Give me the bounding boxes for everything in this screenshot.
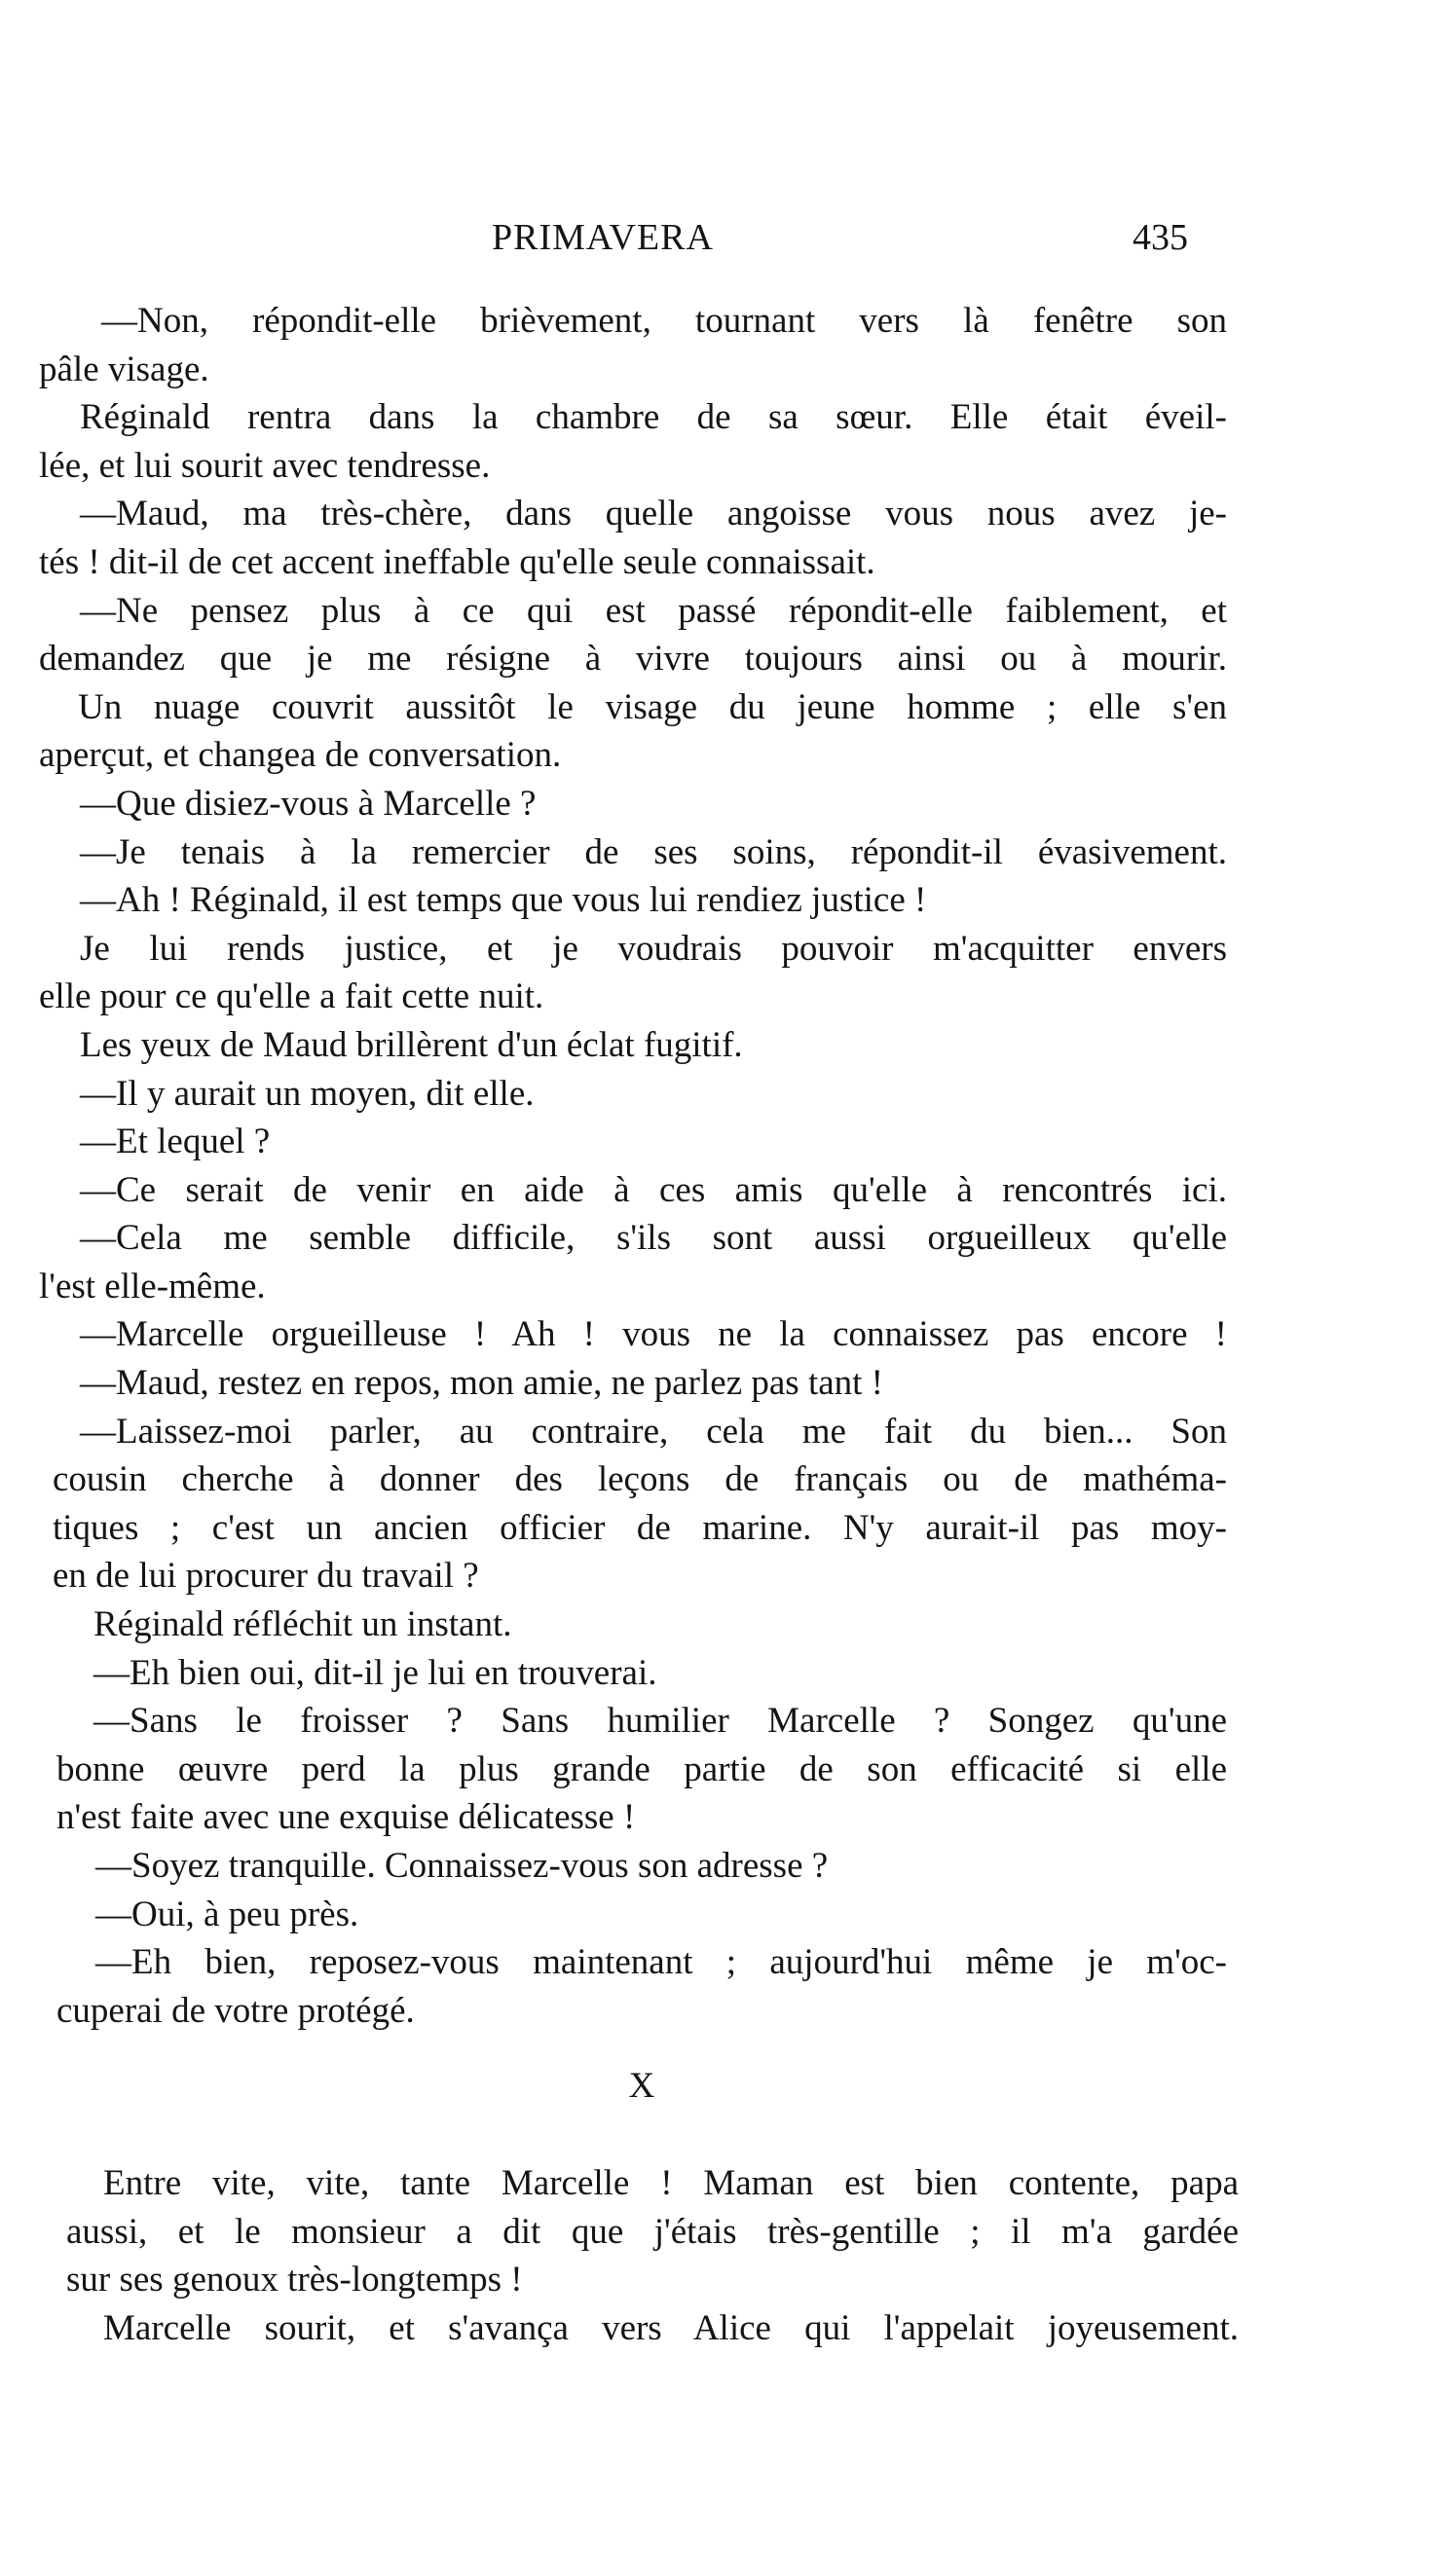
text-line: Les yeux de Maud brillèrent d'un éclat fugitif. [80,1024,743,1065]
text-line: —Il y aurait un moyen, dit elle. [80,1073,535,1114]
text-line: aperçut, et changea de conversation. [39,735,562,776]
text-line: demandez que je me résigne à vivre toujours ainsi ou à mourir. [39,639,1227,680]
text-line: Entre vite, vite, tante Marcelle ! Maman est bien contente, papa [103,2163,1239,2203]
text-line: —Eh bien oui, dit-il je lui en trouverai. [93,1652,657,1693]
text-line: Un nuage couvrit aussitôt le visage du jeune homme ; elle s'en [78,686,1227,727]
text-line: —Cela me semble difficile, s'ils sont aussi orgueilleux qu'elle [80,1218,1227,1259]
text-line: tiques ; c'est un ancien officier de marine. N'y aurait-il pas moy- [53,1507,1227,1548]
section-heading: X [628,2066,655,2106]
text-line: —Ah ! Réginald, il est temps que vous lui rendiez justice ! [80,880,927,921]
text-line: bonne œuvre perd la plus grande partie de son efficacité si elle [56,1748,1227,1789]
text-line: —Marcelle orgueilleuse ! Ah ! vous ne la connaissez pas encore ! [80,1314,1227,1355]
text-line: —Non, répondit-elle brièvement, tournant vers là fenêtre son [101,301,1227,341]
text-line: l'est elle-même. [39,1266,266,1306]
text-line: sur ses genoux très-longtemps ! [66,2260,523,2300]
text-line: Réginald réfléchit un instant. [93,1604,512,1645]
text-line: —Que disiez-vous à Marcelle ? [80,783,537,824]
text-line: —Soyez tranquille. Connaissez-vous son adresse ? [95,1846,829,1886]
text-line: Réginald rentra dans la chambre de sa sœur. Elle était éveil- [80,397,1227,438]
text-line: —Je tenais à la remercier de ses soins, répondit-il évasivement. [80,831,1227,872]
text-line: —Eh bien, reposez-vous maintenant ; aujourd'hui même je m'oc- [95,1942,1227,1983]
text-line: —Et lequel ? [80,1122,271,1162]
text-line: aussi, et le monsieur a dit que j'étais très-gentille ; il m'a gardée [66,2211,1239,2252]
body-text [39,297,1227,2035]
text-line: —Sans le froisser ? Sans humilier Marcelle ? Songez qu'une [93,1701,1227,1742]
text-line: Marcelle sourit, et s'avança vers Alice qui l'appelait joyeusement. [103,2307,1239,2348]
text-line: elle pour ce qu'elle a fait cette nuit. [39,976,544,1017]
text-line: pâle visage. [39,349,209,389]
text-line: Je lui rends justice, et je voudrais pouvoir m'acquitter envers [80,928,1227,969]
text-line: tés ! dit-il de cet accent ineffable qu'elle seule connaissait. [39,541,875,582]
page-header [0,216,1449,265]
page-number: 435 [1133,217,1188,258]
text-line: cuperai de votre protégé. [56,1990,415,2031]
text-line: n'est faite avec une exquise délicatesse ! [56,1797,636,1838]
text-line: lée, et lui sourit avec tendresse. [39,445,491,486]
text-line: —Oui, à peu près. [95,1894,359,1934]
text-line: —Maud, ma très-chère, dans quelle angoisse vous nous avez je- [80,494,1227,534]
text-line: —Ne pensez plus à ce qui est passé répondit-elle faiblement, et [80,590,1227,631]
running-title: PRIMAVERA [492,217,714,258]
text-line: —Laissez-moi parler, au contraire, cela me fait du bien... Son [80,1411,1227,1452]
text-line: —Maud, restez en repos, mon amie, ne parlez pas tant ! [80,1363,884,1404]
section-body-text [58,2159,1239,2352]
text-line: cousin cherche à donner des leçons de français ou de mathéma- [53,1459,1227,1500]
text-line: —Ce serait de venir en aide à ces amis qu'elle à rencontrés ici. [80,1169,1227,1210]
text-line: en de lui procurer du travail ? [53,1556,479,1597]
